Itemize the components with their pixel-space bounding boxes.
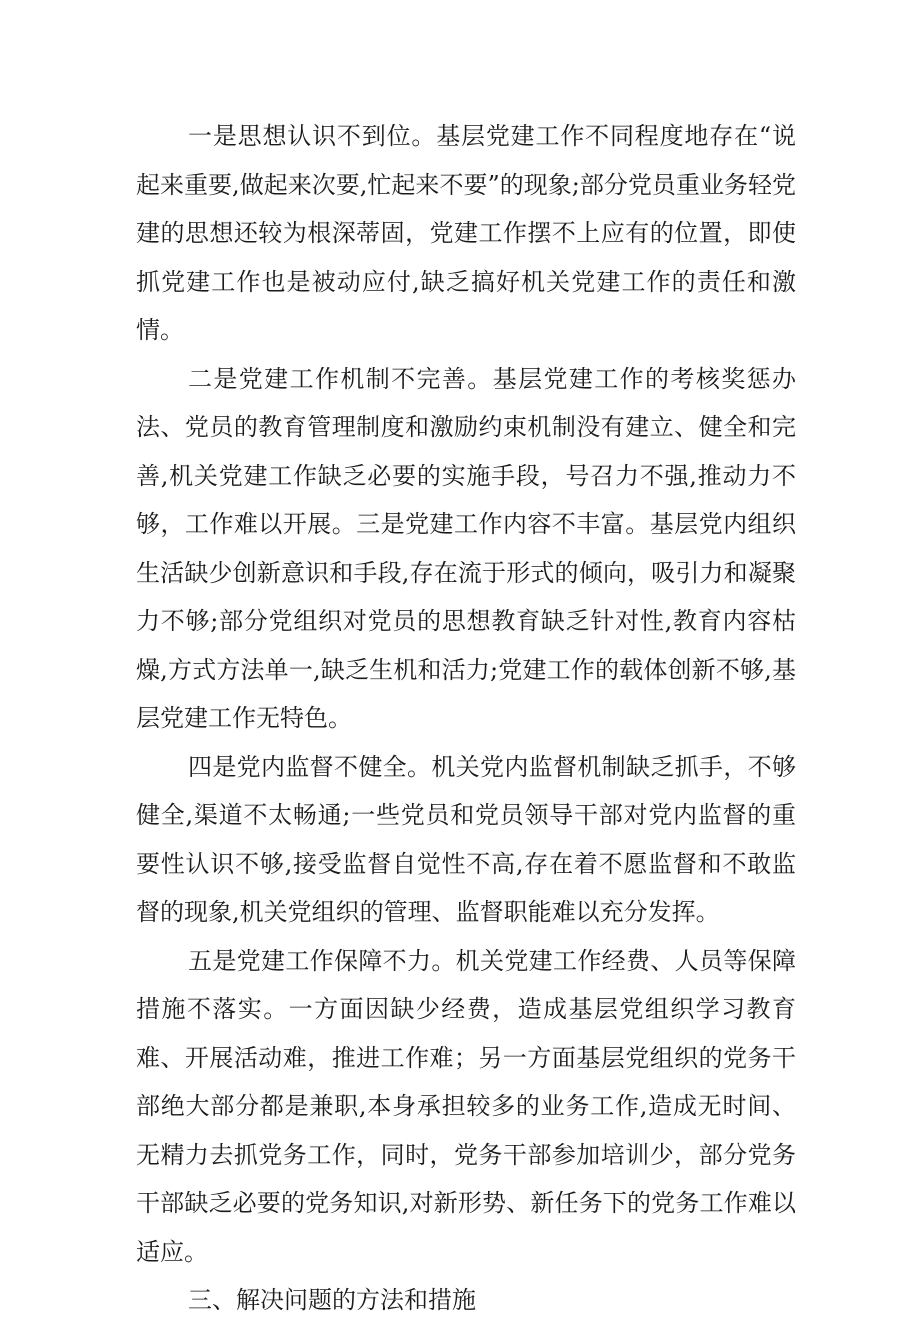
section-heading: 三、解决问题的方法和措施 <box>188 1286 476 1314</box>
paragraph-thought-awareness: 一是思想认识不到位。基层党建工作不同程度地存在“说起来重要,做起来次要,忙起来不要”的现象;部分党员重业务轻党建的思想还较为根深蒂固，党建工作摆不上应有的位置，即使抓党建工作也是被动应付,缺乏搞好机关党建工作的责任和激情。 <box>136 122 796 344</box>
paragraph-guarantee: 五是党建工作保障不力。机关党建工作经费、人员等保障措施不落实。一方面因缺少经费，造成基层党组织学习教育难、开展活动难，推进工作难；另一方面基层党组织的党务干部绝大部分都是兼职,本身承担较多的业务工作,造成无时间、无精力去抓党务工作，同时，党务干部参加培训少，部分党务干部缺乏必要的党务知识,对新形势、新任务下的党务工作难以适应。 <box>136 946 796 1266</box>
document-body <box>136 112 796 1325</box>
paragraph-mechanism: 二是党建工作机制不完善。基层党建工作的考核奖惩办法、党员的教育管理制度和激励约束机制没有建立、健全和完善,机关党建工作缺乏必要的实施手段，号召力不强,推动力不够，工作难以开展。三是党建工作内容不丰富。基层党内组织生活缺少创新意识和手段,存在流于形式的倾向，吸引力和凝聚力不够;部分党组织对党员的思想教育缺乏针对性,教育内容枯燥,方式方法单一,缺乏生机和活力;党建工作的载体创新不够,基层党建工作无特色。 <box>136 364 796 732</box>
paragraph-supervision: 四是党内监督不健全。机关党内监督机制缺乏抓手，不够健全,渠道不太畅通;一些党员和党员领导干部对党内监督的重要性认识不够,接受监督自觉性不高,存在着不愿监督和不敢监督的现象,机关党组织的管理、监督职能难以充分发挥。 <box>136 752 796 926</box>
